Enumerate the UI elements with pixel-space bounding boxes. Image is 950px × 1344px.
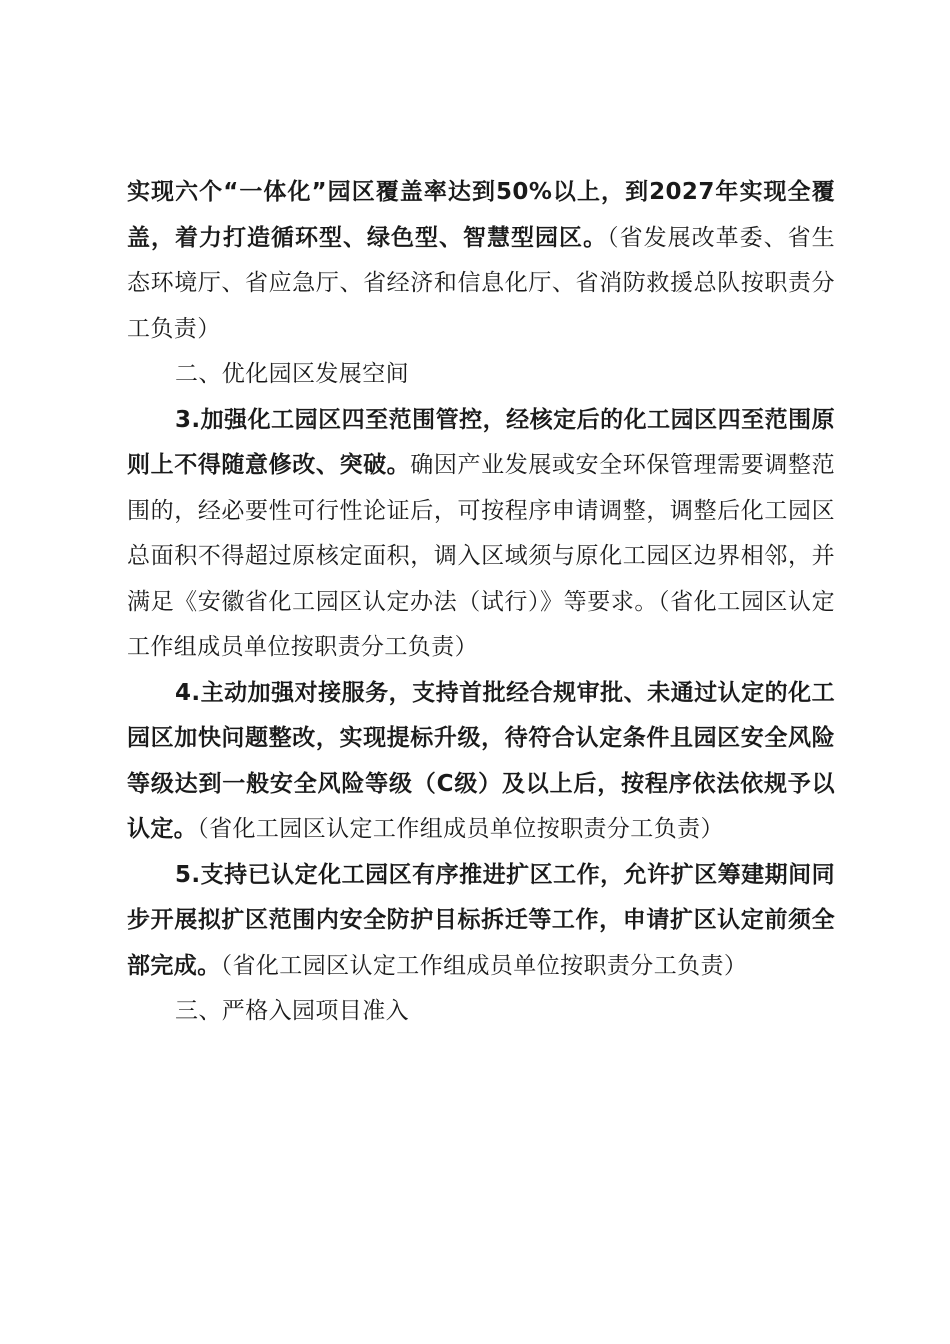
item-5-normal-text: （省化工园区认定工作组成员单位按职责分工负责） — [220, 952, 748, 979]
item-4-paragraph — [127, 671, 835, 853]
item-3-paragraph — [127, 398, 835, 671]
section-heading-2: 二、优化园区发展空间 — [175, 361, 409, 387]
paragraph-normal-text: （省发展改革委、省生态环境厅、省应急厅、省经济和信息化厅、省消防救援总队按职责分工负责） — [127, 224, 836, 342]
section-heading-3: 三、严格入园项目准入 — [175, 998, 409, 1024]
item-4-normal-text: （省化工园区认定工作组成员单位按职责分工负责） — [197, 816, 724, 842]
item-3-normal-text: 确因产业发展或安全环保管理需要调整范围的，经必要性可行性论证后，可按程序申请调整，调整后化工园区总面积不得超过原核定面积，调入区域须与原化工园区边界相邻，并满足《安徽省化工园区认定办法（试行）》等要求。（省化工园区认定工作组成员单位按职责分工负责） — [127, 452, 835, 660]
document-page — [127, 170, 835, 1035]
item-5-paragraph — [127, 853, 835, 990]
item-5-bold-text: 5.支持已认定化工园区有序推进扩区工作，允许扩区筹建期间同步开展拟扩区范围内安全防护目标拆迁等工作，申请扩区认定前须全部完成。 — [127, 861, 835, 979]
item-3-bold-text: 3.加强化工园区四至范围管控，经核定后的化工园区四至范围原则上不得随意修改、突破。 — [127, 406, 835, 478]
item-4-bold-text: 4.主动加强对接服务，支持首批经合规审批、未通过认定的化工园区加快问题整改，实现提标升级，待符合认定条件且园区安全风险等级达到一般安全风险等级（C级）及以上后，按程序依法依规予以认定。 — [127, 679, 835, 842]
paragraph-continuation — [127, 170, 835, 352]
paragraph-bold-text: 实现六个“一体化”园区覆盖率达到50%以上，到2027年实现全覆盖，着力打造循环型、绿色型、智慧型园区。 — [127, 179, 835, 251]
